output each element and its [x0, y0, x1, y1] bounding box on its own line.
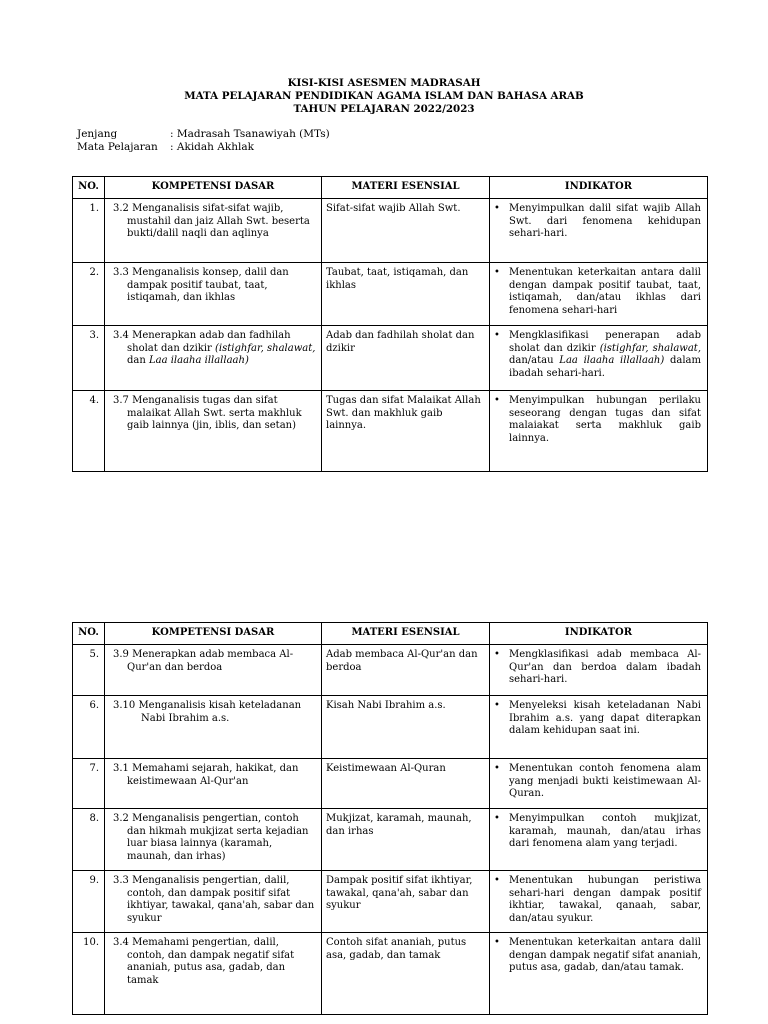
indikator-text: • Menyeleksi kisah keteladanan Nabi Ibrahim a.s. yang dapat diterapkan dalam kehidupan saat ini. [494, 700, 701, 738]
col-header-indikator: INDIKATOR [490, 177, 708, 199]
row-kd [105, 263, 322, 326]
row-no: 4. [73, 391, 105, 472]
col-header-no: NO. [73, 177, 105, 199]
indikator-text: • Menyimpulkan contoh mukjizat, karamah, maunah, dan/atau irhas dari fenomena alam yang terjadi. [494, 813, 701, 851]
col-header-kd: KOMPETENSI DASAR [105, 623, 322, 645]
kd-text [109, 330, 317, 368]
meta-mapel-value: : Akidah Akhlak [170, 141, 254, 153]
kd-text: 3.9 Menerapkan adab membaca Al-Qur'an dan berdoa [113, 649, 294, 673]
meta-jenjang-label: Jenjang [77, 128, 118, 140]
kisi-kisi-table-1 [72, 176, 708, 472]
document-title: KISI-KISI ASESMEN MADRASAH [287, 77, 481, 89]
row-no: 9. [73, 871, 105, 933]
row-no: 3. [73, 326, 105, 391]
col-header-kd: KOMPETENSI DASAR [105, 177, 322, 199]
meta-mapel [77, 141, 254, 154]
table-row [73, 933, 708, 1015]
kd-part: 3.4 Menerapkan adab dan fadhilah sholat dan dzikir [113, 330, 291, 354]
col-header-indikator: INDIKATOR [490, 623, 708, 645]
kd-text: 3.3 Menganalisis konsep, dalil dan dampak positif taubat, taat, istiqamah, dan ikhlas [113, 267, 289, 304]
indikator-text: • Menentukan hubungan peristiwa sehari-hari dengan dampak positif ikhtiar, tawakal, qanaah, sabar, dan/atau syukur. [494, 875, 701, 925]
indikator-text: • Menentukan keterkaitan antara dalil dengan dampak negatif sifat ananiah, putus asa, gadab, dan/atau tamak. [494, 937, 701, 975]
row-no: 1. [73, 199, 105, 263]
row-indikator [490, 326, 708, 391]
kd-text: 3.2 Menganalisis sifat-sifat wajib, mustahil dan jaiz Allah Swt. beserta bukti/dalil naqli dan aqlinya [113, 203, 310, 240]
row-materi: Keistimewaan Al-Quran [322, 759, 490, 809]
meta-jenjang-value: : Madrasah Tsanawiyah (MTs) [170, 128, 330, 140]
row-no: 2. [73, 263, 105, 326]
row-materi: Sifat-sifat wajib Allah Swt. [322, 199, 490, 263]
indikator-text: • Menentukan contoh fenomena alam yang menjadi bukti keistimewaan Al-Quran. [494, 763, 701, 801]
table-row [73, 391, 708, 472]
ind-part: dalam ibadah sehari-hari. [509, 355, 702, 379]
row-kd [105, 809, 322, 871]
table-row [73, 759, 708, 809]
kd-text: 3.2 Menganalisis pengertian, contoh dan hikmah mukjizat serta kejadian luar biasa lainnya (karamah, maunah, dan irhas) [113, 813, 309, 862]
indikator-text: • Menyimpulkan dalil sifat wajib Allah Swt. dari fenomena kehidupan sehari-hari. [494, 203, 701, 241]
ind-part: dan/atau [509, 355, 560, 367]
row-materi: Taubat, taat, istiqamah, dan ikhlas [322, 263, 490, 326]
table-header-row [73, 623, 708, 645]
ind-part-italic: (istighfar, shalawat, [599, 342, 701, 354]
row-materi: Adab dan fadhilah sholat dan dzikir [322, 326, 490, 391]
row-kd [105, 759, 322, 809]
kd-text: 3.1 Memahami sejarah, hakikat, dan keistimewaan Al-Qur'an [113, 763, 299, 787]
row-indikator [490, 933, 708, 1015]
row-indikator [490, 809, 708, 871]
row-materi: Kisah Nabi Ibrahim a.s. [322, 696, 490, 759]
row-indikator [490, 263, 708, 326]
table-header-row [73, 177, 708, 199]
kd-text: 3.10 Menganalisis kisah keteladanan Nabi Ibrahim a.s. [113, 700, 302, 724]
kd-part: dan [127, 355, 149, 367]
row-no: 6. [73, 696, 105, 759]
row-indikator [490, 645, 708, 696]
document-year: TAHUN PELAJARAN 2022/2023 [293, 103, 475, 115]
kisi-kisi-table-2 [72, 622, 708, 1015]
row-kd [105, 326, 322, 391]
row-materi: Contoh sifat ananiah, putus asa, gadab, dan tamak [322, 933, 490, 1015]
row-kd [105, 933, 322, 1015]
kd-part-italic: Laa ilaaha illallaah) [148, 355, 249, 367]
row-no: 10. [73, 933, 105, 1015]
kd-text: 3.3 Menganalisis pengertian, dalil, contoh, dan dampak positif sifat ikhtiyar, tawakal, qana'ah, sabar dan syukur [113, 875, 315, 924]
table-row [73, 326, 708, 391]
row-materi: Tugas dan sifat Malaikat Allah Swt. dan makhluk gaib lainnya. [322, 391, 490, 472]
table-row [73, 696, 708, 759]
col-header-no: NO. [73, 623, 105, 645]
row-indikator [490, 199, 708, 263]
row-kd [105, 645, 322, 696]
kd-text: 3.7 Menganalisis tugas dan sifat malaikat Allah Swt. serta makhluk gaib lainnya (jin, iblis, dan setan) [113, 395, 302, 432]
document-subtitle: MATA PELAJARAN PENDIDIKAN AGAMA ISLAM DAN BAHASA ARAB [184, 90, 584, 102]
meta-mapel-label: Mata Pelajaran [77, 141, 158, 153]
kd-text: 3.4 Memahami pengertian, dalil, contoh, dan dampak negatif sifat ananiah, putus asa, gadab, dan tamak [113, 937, 295, 986]
indikator-text: • Menyimpulkan hubungan perilaku seseorang dengan tugas dan sifat malaiakat serta makhluk gaib lainnya. [494, 395, 701, 445]
col-header-materi: MATERI ESENSIAL [322, 623, 490, 645]
kd-part-italic: (istighfar, shalawat, [215, 342, 316, 354]
row-no: 8. [73, 809, 105, 871]
row-materi: Adab membaca Al-Qur'an dan berdoa [322, 645, 490, 696]
meta-jenjang [77, 128, 330, 141]
row-no: 5. [73, 645, 105, 696]
row-materi: Mukjizat, karamah, maunah, dan irhas [322, 809, 490, 871]
row-kd [105, 199, 322, 263]
row-kd [105, 871, 322, 933]
indikator-text [494, 330, 701, 380]
ind-part-italic: Laa ilaaha illallaah) [559, 355, 665, 367]
row-indikator [490, 391, 708, 472]
indikator-text: • Menentukan keterkaitan antara dalil dengan dampak positif taubat, taat, istiqamah, dan/atau ikhlas dari fenomena sehari-hari [494, 267, 701, 317]
row-indikator [490, 759, 708, 809]
table-row [73, 263, 708, 326]
col-header-materi: MATERI ESENSIAL [322, 177, 490, 199]
row-kd [105, 391, 322, 472]
table-row [73, 809, 708, 871]
row-materi: Dampak positif sifat ikhtiyar, tawakal, qana'ah, sabar dan syukur [322, 871, 490, 933]
row-kd [105, 696, 322, 759]
table-row [73, 199, 708, 263]
indikator-text: • Mengklasifikasi adab membaca Al-Qur'an dan berdoa dalam ibadah sehari-hari. [494, 649, 701, 687]
row-no: 7. [73, 759, 105, 809]
row-indikator [490, 696, 708, 759]
table-row [73, 645, 708, 696]
table-row [73, 871, 708, 933]
row-indikator [490, 871, 708, 933]
ind-part: Mengklasifikasi penerapan adab sholat dan dzikir [509, 330, 701, 354]
